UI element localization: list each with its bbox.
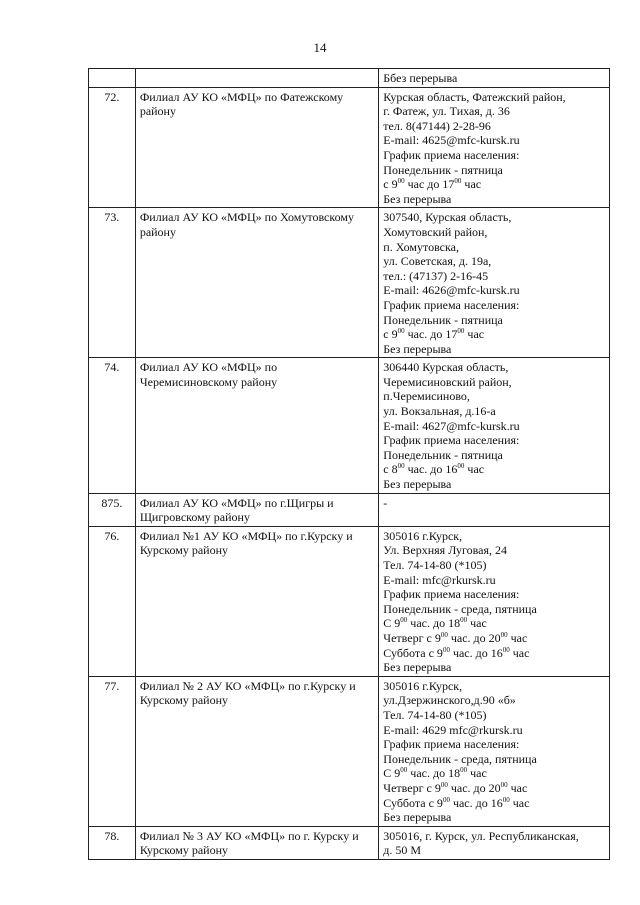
info-line-text: час: [507, 780, 528, 795]
info-line: Курская область, Фатежский район,: [383, 89, 566, 104]
table-cell-info: [379, 676, 610, 826]
time-minutes: 00: [500, 780, 508, 789]
time-minutes: 00: [400, 766, 408, 775]
time-minutes: 00: [440, 780, 448, 789]
info-line: E-mail: 4626@mfc-kursk.ru: [383, 283, 520, 298]
info-line: График приема населения:: [383, 433, 520, 448]
info-line-text: с 8: [383, 462, 398, 477]
table-cell-name: Филиал №1 АУ КО «МФЦ» по г.Курску и Курскому району: [135, 526, 378, 676]
info-line-text: час: [509, 795, 530, 810]
info-line: 306440 Курская область,: [383, 360, 509, 375]
info-line: Хомутовский район,: [383, 224, 488, 239]
info-line-text: час: [467, 766, 487, 781]
info-line: [383, 327, 605, 342]
table-cell-number: 73.: [89, 208, 136, 358]
table-cell-number: 74.: [89, 358, 136, 493]
info-line: График приема населения:: [383, 587, 520, 602]
info-line: Ббез перерыва: [383, 71, 458, 85]
info-line: График приема населения:: [383, 737, 520, 752]
time-minutes: 00: [397, 327, 405, 336]
info-line-text: час. до 18: [407, 766, 461, 781]
info-line-text: час: [464, 327, 485, 342]
info-line-text: Суббота с 9: [383, 795, 443, 810]
page-number: 14: [313, 40, 327, 55]
info-line: Понедельник - среда, пятница: [383, 601, 537, 616]
info-line-text: час. до 16: [404, 462, 458, 477]
info-line-text: час до 17: [404, 177, 455, 192]
info-line: [383, 796, 605, 811]
info-line-text: Четверг с 9: [383, 780, 441, 795]
info-line: Без перерыва: [383, 191, 452, 206]
table-cell-info: [379, 526, 610, 676]
info-line: [383, 631, 605, 646]
table-body: [89, 69, 610, 860]
info-line: ул. Советская, д. 19а,: [383, 254, 492, 269]
time-minutes: 00: [500, 630, 508, 639]
info-line: Черемисиновский район,: [383, 374, 512, 389]
info-line: ул.Дзержинского,д.90 «б»: [383, 693, 516, 708]
info-line-text: с 9: [383, 177, 398, 192]
info-line: п.Черемисиново,: [383, 389, 470, 404]
info-line: п. Хомутовска,: [383, 239, 459, 254]
table-cell-number: 875.: [89, 493, 136, 526]
time-minutes: 00: [397, 462, 405, 471]
info-line-text: час. до 20: [447, 780, 501, 795]
info-line: Понедельник - пятница: [383, 162, 503, 177]
info-line: E-mail: 4625@mfc-kursk.ru: [383, 133, 520, 148]
info-line-text: час: [509, 645, 530, 660]
info-line-text: час. до 17: [404, 327, 458, 342]
info-line: Без перерыва: [383, 810, 452, 825]
info-line: E-mail: mfc@rkursk.ru: [383, 572, 496, 587]
time-minutes: 00: [457, 462, 465, 471]
table-cell-name: Филиал № 3 АУ КО «МФЦ» по г. Курску и Курскому району: [135, 826, 378, 859]
info-line-text: час: [461, 177, 482, 192]
table-row: [89, 87, 610, 208]
info-line-text: Четверг с 9: [383, 630, 441, 645]
info-line-text: С 9: [383, 766, 401, 781]
table-row: [89, 826, 610, 859]
info-line: 305016 г.Курск,: [383, 678, 463, 693]
info-line-text: с 9: [383, 327, 398, 342]
table-row-continuation: [89, 69, 610, 88]
info-line-text: час: [507, 630, 528, 645]
table-cell-number: 72.: [89, 87, 136, 208]
info-line-text: час. до 16: [449, 645, 503, 660]
info-line: Понедельник - пятница: [383, 312, 503, 327]
info-line: [383, 462, 605, 477]
table-row: [89, 526, 610, 676]
info-line: [383, 616, 605, 631]
info-line-text: час: [467, 616, 487, 631]
info-line: Ул. Верхняя Луговая, 24: [383, 543, 508, 558]
info-line: График приема населения:: [383, 147, 520, 162]
time-minutes: 00: [502, 795, 510, 804]
table-cell-info: [379, 87, 610, 208]
info-line: Тел. 74-14-80 (*105): [383, 707, 487, 722]
table-cell-info: [379, 826, 610, 859]
info-line: [383, 177, 605, 192]
time-minutes: 00: [460, 616, 468, 625]
time-minutes: 00: [400, 616, 408, 625]
table-cell-name: Филиал АУ КО «МФЦ» по Фатежскому району: [135, 87, 378, 208]
time-minutes: 00: [460, 766, 468, 775]
info-line: [383, 646, 605, 661]
info-line: Без перерыва: [383, 341, 452, 356]
info-line: График приема населения:: [383, 297, 520, 312]
info-line-text: час. до 16: [449, 795, 503, 810]
time-minutes: 00: [442, 795, 450, 804]
time-minutes: 00: [457, 327, 465, 336]
table-cell-info: [379, 208, 610, 358]
table-cell-number: 77.: [89, 676, 136, 826]
time-minutes: 00: [440, 630, 448, 639]
table-row: [89, 493, 610, 526]
table-cell-info: [379, 69, 610, 88]
branch-schedule-table: [88, 68, 610, 860]
info-line: д. 50 М: [383, 843, 422, 858]
info-line: Тел. 74-14-80 (*105): [383, 558, 487, 572]
table-cell-name: Филиал № 2 АУ КО «МФЦ» по г.Курску и Курскому району: [135, 676, 378, 826]
info-line: ул. Вокзальная, д.16-а: [383, 404, 496, 419]
info-line: Без перерыва: [383, 477, 452, 492]
table-cell-name: [135, 69, 378, 88]
info-line-text: час: [464, 462, 485, 477]
info-line: 307540, Курская область,: [383, 210, 512, 225]
info-line: г. Фатеж, ул. Тихая, д. 36: [383, 104, 510, 119]
info-line-text: час. до 20: [447, 630, 501, 645]
info-line: -: [383, 495, 388, 510]
time-minutes: 00: [502, 645, 510, 654]
info-line: 305016, г. Курск, ул. Республиканская,: [383, 828, 579, 843]
time-minutes: 00: [442, 645, 450, 654]
info-line: Без перерыва: [383, 660, 452, 675]
time-minutes: 00: [454, 177, 462, 186]
time-minutes: 00: [397, 177, 405, 186]
table-cell-info: [379, 493, 610, 526]
table-cell-number: [89, 69, 136, 88]
info-line: тел.: (47137) 2-16-45: [383, 268, 489, 283]
table-row: [89, 208, 610, 358]
info-line: [383, 766, 605, 781]
table-cell-info: [379, 358, 610, 493]
table-cell-number: 76.: [89, 526, 136, 676]
info-line-text: час. до 18: [407, 616, 461, 631]
table-row: [89, 676, 610, 826]
table-cell-name: Филиал АУ КО «МФЦ» по Черемисиновскому району: [135, 358, 378, 493]
table-cell-number: 78.: [89, 826, 136, 859]
info-line: E-mail: 4627@mfc-kursk.ru: [383, 418, 520, 433]
info-line-text: Суббота с 9: [383, 645, 443, 660]
table-cell-name: Филиал АУ КО «МФЦ» по Хомутовскому району: [135, 208, 378, 358]
info-line: 305016 г.Курск,: [383, 528, 463, 543]
table-row: [89, 358, 610, 493]
info-line: тел. 8(47144) 2-28-96: [383, 118, 491, 133]
info-line: E-mail: 4629 mfc@rkursk.ru: [383, 722, 523, 737]
info-line: Понедельник - пятница: [383, 447, 503, 462]
info-line: [383, 781, 605, 796]
info-line-text: С 9: [383, 616, 401, 631]
info-line: Понедельник - среда, пятница: [383, 751, 537, 766]
table-cell-name: Филиал АУ КО «МФЦ» по г.Щигры и Щигровскому району: [135, 493, 378, 526]
